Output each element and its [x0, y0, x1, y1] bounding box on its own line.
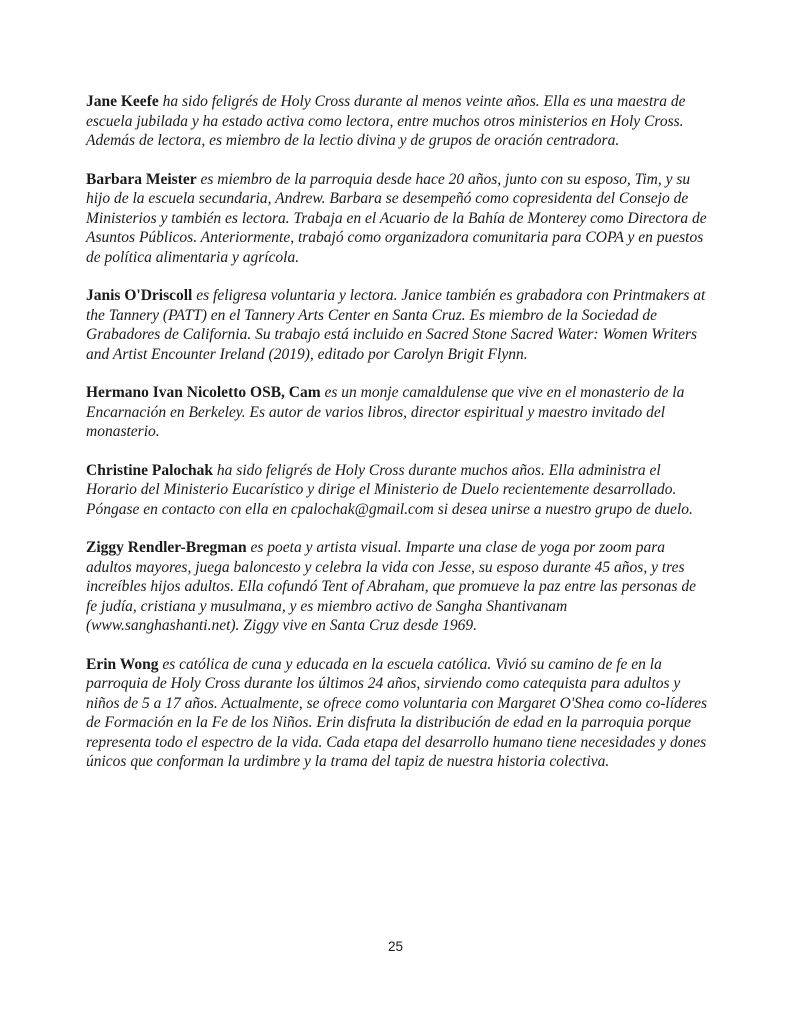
bio-name: Jane Keefe: [86, 93, 159, 110]
bio-name: Hermano Ivan Nicoletto OSB, Cam: [86, 384, 321, 401]
bio-paragraph-barbara-meister: [86, 170, 708, 268]
bio-name: Barbara Meister: [86, 170, 197, 188]
bio-list: [86, 92, 708, 791]
bio-body: ha sido feligrés de Holy Cross durante muchos años. Ella administra el Horario del Ministerio Eucarístico y dirige el Ministerio de Duelo recientemente desarrollado. Póngase en contacto con ella en cpalochak@gmail.com si desea unirse a nuestro grupo de duelo.: [86, 461, 693, 518]
bio-paragraph-janis-odriscoll: [86, 286, 708, 364]
bio-body: es feligresa voluntaria y lectora. Janice también es grabadora con Printmakers at the Tannery (PATT) en el Tannery Arts Center en Santa Cruz. Es miembro de la Sociedad de Grabadores de California. Su trabajo está incluido en Sacred Stone Sacred Water: Women Writers and Artist Encounter Ireland (2019), editado por Carolyn Brigit Flynn.: [86, 287, 706, 363]
bio-paragraph-ziggy-rendler-bregman: [86, 538, 708, 636]
bio-name: Christine Palochak: [86, 461, 214, 479]
bio-paragraph-erin-wong: [86, 655, 708, 772]
bio-body: es un monje camaldulense que vive en el monasterio de la Encarnación en Berkeley. Es autor de varios libros, director espiritual y maestro invitado del monasterio.: [86, 384, 685, 440]
bio-name: Erin Wong: [86, 655, 159, 673]
bio-body: ha sido feligrés de Holy Cross durante al menos veinte años. Ella es una maestra de escuela jubilada y ha estado activa como lectora, entre muchos otros ministerios en Holy Cross. Además de lectora, es miembro de la lectio divina y de grupos de oración centradora.: [86, 93, 686, 149]
page-footer: [0, 938, 791, 956]
bio-paragraph-ivan-nicoletto: [86, 383, 708, 442]
bio-body: es poeta y artista visual. Imparte una clase de yoga por zoom para adultos mayores, juega baloncesto y celebra la vida con Jesse, su esposo durante 45 años, y tres increíbles hijos adultos. Ella cofundó Tent of Abraham, que promueve la paz entre las personas de fe judía, cristiana y musulmana, y es miembro activo de Sangha Shantivanam (www.sanghashanti.net). Ziggy vive en Santa Cruz desde 1969.: [86, 539, 697, 634]
bio-name: Ziggy Rendler-Bregman: [86, 539, 247, 556]
bio-name: Janis O'Driscoll: [86, 287, 193, 304]
bio-paragraph-jane-keefe: [86, 92, 708, 151]
page-number: 25: [387, 939, 404, 954]
bio-body: es miembro de la parroquia desde hace 20 años, junto con su esposo, Tim, y su hijo de la escuela secundaria, Andrew. Barbara se desempeñó como copresidenta del Consejo de Ministerios y también es lectora. Trabaja en el Acuario de la Bahía de Monterey como Directora de Asuntos Públicos. Anteriormente, trabajó como organizadora comunitaria para COPA y en puestos de política alimentaria y agrícola.: [86, 170, 707, 266]
bio-paragraph-christine-palochak: [86, 461, 708, 520]
bio-body: es católica de cuna y educada en la escuela católica. Vivió su camino de fe en la parroquia de Holy Cross durante los últimos 24 años, sirviendo como catequista para adultos y niños de 5 a 17 años. Actualmente, se ofrece como voluntaria con Margaret O'Shea como co-líderes de Formación en la Fe de los Niños. Erin disfruta la distribución de edad en la parroquia porque representa todo el espectro de la vida. Cada etapa del desarrollo humano tiene necesidades y dones únicos que conforman la urdimbre y la trama del tapiz de nuestra historia colectiva.: [86, 655, 708, 770]
